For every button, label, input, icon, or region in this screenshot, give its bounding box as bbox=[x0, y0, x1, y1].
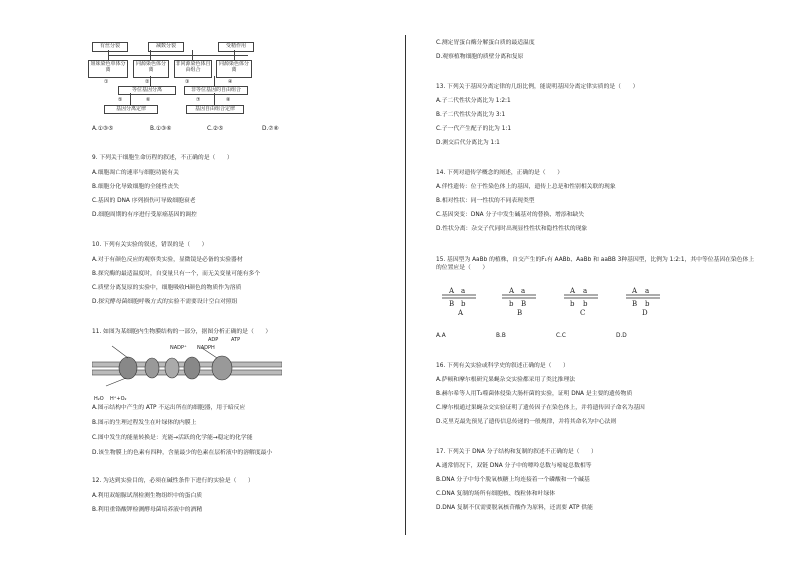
figure-label-adp: ADP bbox=[208, 337, 219, 343]
diagram-number: ② bbox=[145, 79, 150, 85]
figure-label-nadp: NADP⁺ bbox=[170, 345, 187, 351]
chromosome-figure bbox=[440, 284, 670, 318]
question-stem: 10. 下列有关实验的叙述，错误的是（ ） bbox=[92, 242, 208, 248]
diagram-number: ③ bbox=[185, 79, 190, 85]
diagram-box: 同源染色体分离 bbox=[133, 60, 169, 78]
option: B.赫尔希等人用T₂噬菌体侵染大肠杆菌的实验，证明 DNA 是主要的遗传物质 bbox=[436, 391, 633, 397]
column-divider bbox=[405, 35, 406, 535]
option: C.测定胃蛋白酶分解蛋白质的最适温度 bbox=[436, 40, 535, 46]
svg-text:b: b bbox=[645, 300, 650, 308]
diagram-box: 有丝分裂 bbox=[92, 42, 128, 52]
diagram-number: ① bbox=[104, 79, 109, 85]
option: A.对于有颜色反应的观察类实验，显微镜是必备的实验器材 bbox=[92, 257, 243, 263]
figure-label-nadph: NADPH bbox=[197, 345, 215, 351]
option: D.DNA 复制不仅需要脱氧核苷酸作为原料，还需要 ATP 供能 bbox=[436, 505, 593, 511]
option: D.该生物膜上的色素有四种，含量最少的色素在层析液中的溶解度最小 bbox=[92, 450, 273, 456]
question-stem: 13. 下列关于基因分离定律的几组比例，能说明基因分离定律实质的是（ ） bbox=[436, 84, 639, 90]
option: B.图示的生理过程发生在叶绿体的内膜上 bbox=[92, 420, 197, 426]
option: A.细胞凋亡的速率与细胞功能有关 bbox=[92, 170, 179, 176]
diagram-number: ⑦ bbox=[196, 97, 201, 103]
option: D.细胞周期的有序进行受原癌基因的调控 bbox=[92, 212, 197, 218]
question-stem: 15. 基因型为 AaBb 的植株，自交产生的F₁有 AABb、AaBb 和 aaBB 3种基因型，比例为 1:2:1，其中等位基因在染色体上的位置应是（ ） bbox=[436, 257, 755, 271]
option: C.基因的 DNA 序列损伤可导致细胞衰老 bbox=[92, 198, 196, 204]
figure-label-o2: H⁺+O₂ bbox=[110, 396, 127, 402]
option: A.A bbox=[436, 333, 446, 339]
question-stem: 16. 下列有关实验或科学史的叙述正确的是（ ） bbox=[436, 363, 569, 369]
svg-text:b: b bbox=[509, 300, 514, 308]
figure-label-atp: ATP bbox=[231, 337, 241, 343]
q8-option-b: B.①③⑥ bbox=[150, 126, 172, 132]
diagram-box: 基因分离定律 bbox=[104, 105, 158, 114]
option: D.克里克最先预见了遗传信息传递的一般规律，并将其命名为中心法则 bbox=[436, 419, 617, 425]
diagram-box: 受精作用 bbox=[218, 42, 254, 52]
option: B.B bbox=[496, 333, 506, 339]
diagram-box: 基因自由组合定律 bbox=[186, 105, 244, 114]
diagram-number: ⑧ bbox=[226, 97, 231, 103]
q8-option-c: C.②⑤ bbox=[207, 126, 224, 132]
figure-letter: B bbox=[517, 309, 523, 317]
option: C.子一代产生配子的比为 1:1 bbox=[436, 126, 512, 132]
option: A.子二代性状分离比为 1:2:1 bbox=[436, 98, 511, 104]
figure-letter: C bbox=[580, 309, 586, 317]
svg-text:a: a bbox=[645, 287, 650, 295]
question-stem: 11. 如图为某细胞内生物膜结构的一部分，据图分析正确的是（ ） bbox=[92, 329, 272, 335]
svg-text:b: b bbox=[583, 300, 588, 308]
option: C.摩尔根通过果蝇杂交实验证明了遗传因子在染色体上，并将遗传因子命名为基因 bbox=[436, 405, 645, 411]
question-stem: 14. 下列对遗传学概念的阐述，正确的是（ ） bbox=[436, 170, 563, 176]
diagram-box: 同源染色体分离 bbox=[216, 60, 252, 78]
question-stem: 12. 为达到实验目的，必须在碱性条件下进行的实验是（ ） bbox=[92, 478, 254, 484]
figure-letter: A bbox=[458, 309, 464, 317]
diagram-box: 非同源染色体自由组合 bbox=[174, 60, 212, 78]
option: C.C bbox=[556, 333, 566, 339]
option: A.利用双缩脲试剂检测生物组织中的蛋白质 bbox=[92, 493, 203, 499]
option: B.利用重铬酸钾检测酵母菌培养液中的酒精 bbox=[92, 507, 203, 513]
option: D.D bbox=[616, 333, 627, 339]
svg-text:b: b bbox=[461, 300, 466, 308]
option: D.观察植物细胞的质壁分离和复原 bbox=[436, 54, 524, 60]
option: C.基因突变：DNA 分子中发生碱基对的替换、增添和缺失 bbox=[436, 212, 585, 218]
option: D.性状分离：杂交子代同时出现显性性状和隐性性状的现象 bbox=[436, 226, 588, 232]
q8-option-d: D.⑦⑧ bbox=[262, 126, 279, 132]
svg-text:B: B bbox=[449, 300, 455, 308]
diagram-box: 非等位基因的自由组合 bbox=[184, 86, 248, 95]
diagram-box: 姐妹染色单体分离 bbox=[88, 60, 128, 78]
svg-text:a: a bbox=[461, 287, 466, 295]
option: B.细胞分化导致细胞的全能性丧失 bbox=[92, 184, 179, 190]
option: B.子二代性状分离比为 3:1 bbox=[436, 112, 506, 118]
svg-text:B: B bbox=[632, 300, 638, 308]
diagram-box: 减数分裂 bbox=[148, 42, 184, 52]
svg-text:A: A bbox=[449, 287, 455, 295]
option: D.测交后代分离比为 1:1 bbox=[436, 140, 500, 146]
svg-text:b: b bbox=[570, 300, 575, 308]
svg-text:A: A bbox=[509, 287, 515, 295]
svg-text:a: a bbox=[521, 287, 526, 295]
option: A.伴性遗传：位于性染色体上的基因，遗传上总是和性别相关联的现象 bbox=[436, 184, 616, 190]
diagram-box: 等位基因分离 bbox=[118, 86, 176, 95]
option: C.图中发生的能量转换是：光能→活跃的化学能→稳定的化学能 bbox=[92, 435, 253, 441]
question-stem: 9. 下列关于细胞生命历程的叙述，不正确的是（ ） bbox=[92, 155, 233, 161]
option: A.通常情况下，双链 DNA 分子中的嘌呤总数与嘧啶总数相等 bbox=[436, 463, 592, 469]
figure-label-h2o: H₂O bbox=[94, 396, 104, 402]
option: D.探究酵母菌细胞呼吸方式的实验不需要设计空白对照组 bbox=[92, 299, 238, 305]
option: B.探究酶的最适温度时，自变量只有一个，而无关变量可能有多个 bbox=[92, 271, 261, 277]
diagram-number: ⑤ bbox=[118, 97, 123, 103]
option: A.萨顿和摩尔根研究果蝇杂交实验都采用了类比推理法 bbox=[436, 377, 576, 383]
svg-text:a: a bbox=[583, 287, 588, 295]
option: B.DNA 分子中每个脱氧核糖上均连接着一个磷酸和一个碱基 bbox=[436, 477, 590, 483]
svg-text:A: A bbox=[632, 287, 638, 295]
diagram-number: ⑥ bbox=[146, 97, 151, 103]
svg-text:B: B bbox=[521, 300, 527, 308]
option: B.相对性状：同一性状的不同表现类型 bbox=[436, 198, 535, 204]
diagram-number: ④ bbox=[228, 79, 233, 85]
membrane-figure bbox=[92, 340, 282, 394]
figure-letter: D bbox=[642, 309, 648, 317]
option: C.DNA 复制的场所有细胞核、线粒体和叶绿体 bbox=[436, 491, 556, 497]
question-stem: 17. 下列关于 DNA 分子结构和复制的叙述不正确的是（ ） bbox=[436, 449, 597, 455]
q8-option-a: A.①③⑤ bbox=[92, 126, 114, 132]
svg-text:A: A bbox=[570, 287, 576, 295]
option: A.图示结构中产生的 ATP 不运出所在的细胞器，用于暗反应 bbox=[92, 405, 246, 411]
option: C.质壁分离复原的实验中，细胞吸收H颜色的物质作为溶质 bbox=[92, 285, 242, 291]
